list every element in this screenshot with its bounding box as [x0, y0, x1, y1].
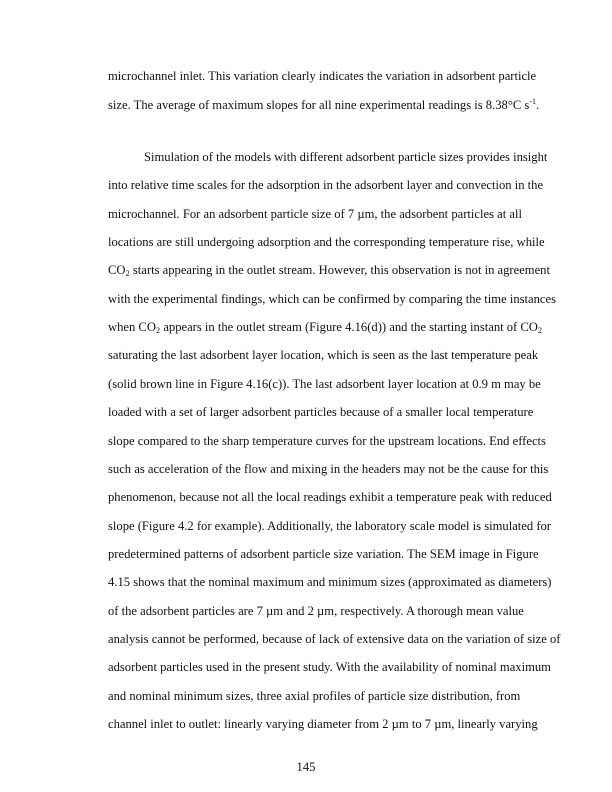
text-line [108, 319, 543, 336]
text-line [108, 659, 551, 675]
text-line [108, 631, 561, 647]
text-line [108, 206, 522, 222]
text-line [108, 603, 524, 619]
text-run: starts appearing in the outlet stream. However, this observation is not in agreement [129, 263, 550, 278]
text-line [108, 574, 552, 590]
text-run: when CO [108, 320, 156, 335]
text-run: analysis cannot be performed, because of lack of extensive data on the variation of size of [108, 631, 561, 646]
text-run: loaded with a set of larger adsorbent particles because of a smaller local temperature [108, 405, 534, 420]
superscript: -1 [529, 97, 537, 106]
text-run: and nominal minimum sizes, three axial profiles of particle size distribution, from [108, 688, 521, 703]
text-line [108, 688, 521, 704]
text-line [108, 404, 534, 420]
text-run: such as acceleration of the flow and mixing in the headers may not be the cause for this [108, 461, 549, 476]
text-run: microchannel inlet. This variation clearly indicates the variation in adsorbent particle [108, 69, 537, 83]
text-run: phenomenon, because not all the local readings exhibit a temperature peak with reduced [108, 490, 552, 505]
text-run: microchannel. For an adsorbent particle size of 7 µm, the adsorbent particles at all [108, 206, 522, 221]
text-run: adsorbent particles used in the present study. With the availability of nominal maximum [108, 660, 551, 675]
text-run: saturating the last adsorbent layer location, which is seen as the last temperature peak [108, 348, 539, 363]
text-run: . [536, 98, 540, 112]
text-line [108, 489, 552, 505]
text-run: slope compared to the sharp temperature curves for the upstream locations. End effects [108, 433, 546, 448]
text-line [108, 716, 538, 732]
text-run: CO [108, 263, 126, 278]
text-run: Simulation of the models with different adsorbent particle sizes provides insight [144, 150, 548, 164]
text-run: 4.15 shows that the nominal maximum and minimum sizes (approximated as diameters) [108, 575, 552, 590]
text-line [108, 546, 539, 562]
text-run: with the experimental findings, which can be confirmed by comparing the time instances [108, 291, 556, 306]
text-run: (solid brown line in Figure 4.16(c)). The last adsorbent layer location at 0.9 m may be [108, 376, 541, 391]
text-run: appears in the outlet stream (Figure 4.16(d)) and the starting instant of CO [160, 320, 538, 335]
text-run: slope (Figure 4.2 for example). Additionally, the laboratory scale model is simulated for [108, 518, 552, 533]
text-line [108, 461, 549, 477]
page-number: 145 [296, 760, 316, 774]
text-line [108, 376, 541, 392]
subscript: 2 [537, 325, 543, 336]
text-run: predetermined patterns of adsorbent particle size variation. The SEM image in Figure [108, 546, 539, 561]
text-run: into relative time scales for the adsorption in the adsorbent layer and convection in the [108, 178, 544, 193]
subscript: 2 [155, 325, 161, 336]
text-line [108, 68, 537, 84]
text-line [108, 347, 539, 363]
text-run: of the adsorbent particles are 7 µm and 2 µm, respectively. A thorough mean value [108, 603, 524, 618]
text-line [144, 149, 548, 165]
text-run: channel inlet to outlet: linearly varying diameter from 2 µm to 7 µm, linearly varying [108, 717, 538, 731]
text-line [108, 433, 546, 449]
text-run: size. The average of maximum slopes for all nine experimental readings is 8.38°C s [108, 98, 530, 112]
text-line [108, 97, 540, 113]
text-line [108, 291, 556, 307]
text-run: locations are still undergoing adsorption and the corresponding temperature rise, while [108, 235, 545, 250]
text-line [108, 177, 544, 193]
text-line [108, 262, 550, 279]
subscript: 2 [125, 268, 130, 279]
text-line [108, 234, 545, 250]
text-line [108, 518, 552, 534]
